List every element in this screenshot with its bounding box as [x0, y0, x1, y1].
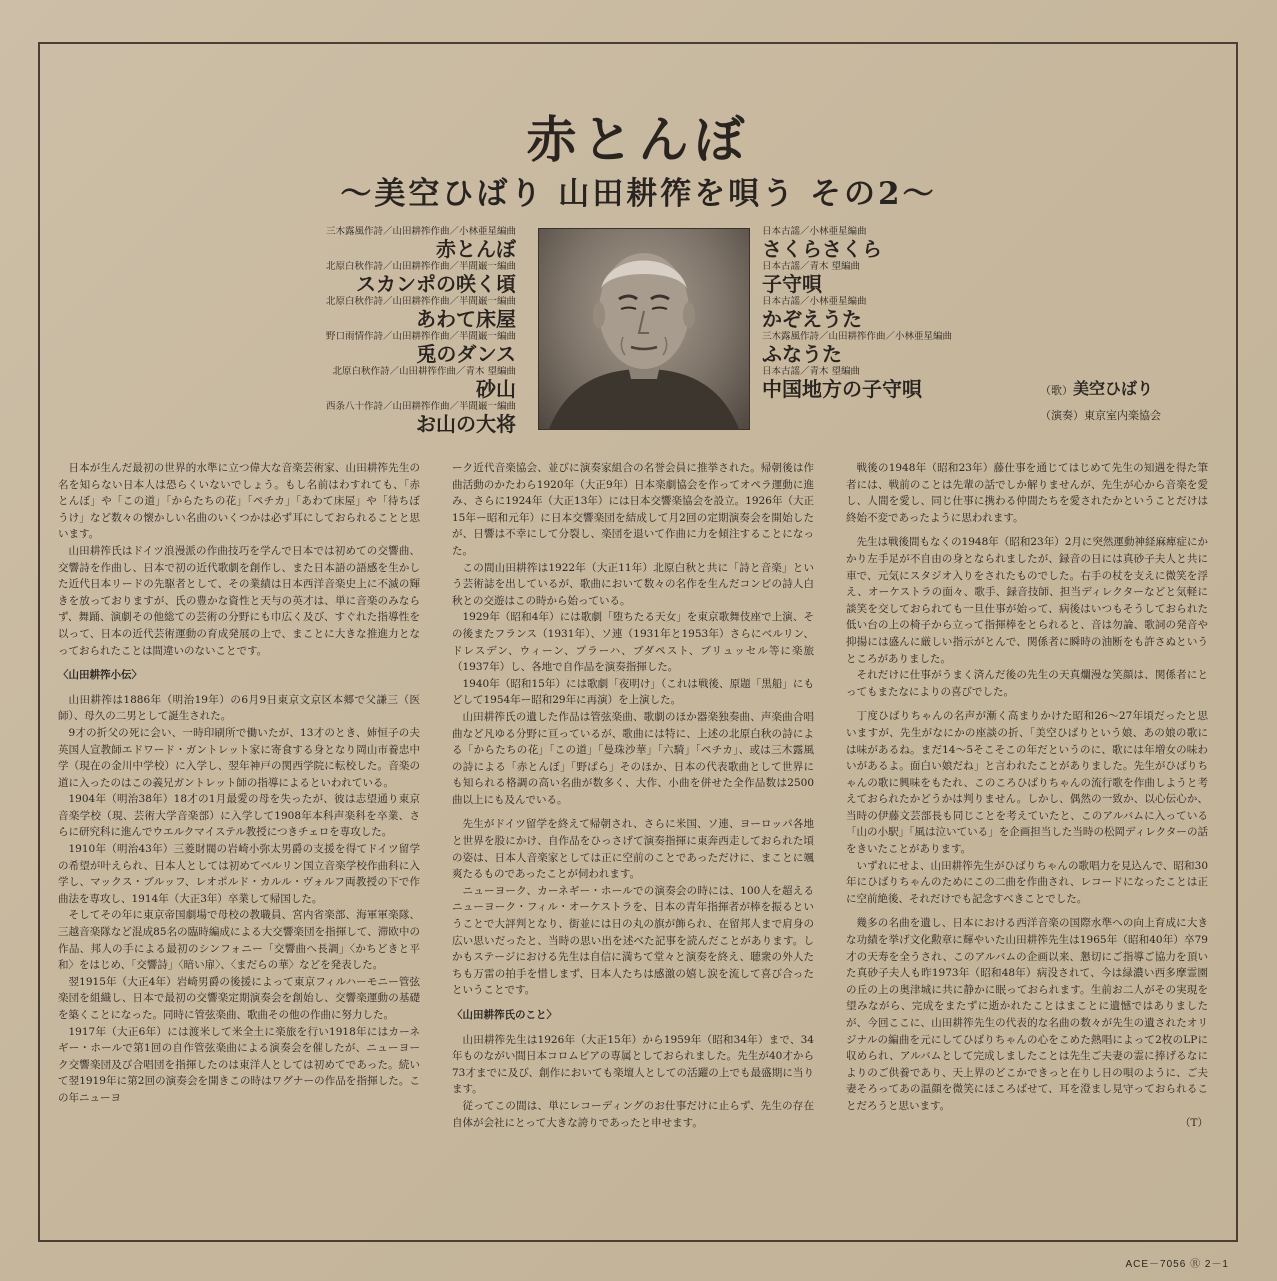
track-credit: 三木露風作詩／山田耕筰作曲／小林亜星編曲: [762, 331, 953, 342]
track-credit: 北原白秋作詩／山田耕筰作曲／青木 望編曲: [332, 366, 516, 377]
track-credit: 北原白秋作詩／山田耕筰作曲／半間巌一編曲: [325, 296, 516, 307]
track-title: あわて床屋: [416, 307, 516, 331]
ensemble-name: 東京室内楽協会: [1084, 409, 1161, 422]
paragraph: 1917年（大正6年）には渡米して米全土に楽旅を行い1918年にはカーネギー・ホールで第1回の自作管弦楽曲による演奏会を催したが、ニューヨーク交響楽団及び合唱団を指揮したのは東洋人としては初めてであった。続いて翌1919年に第2回の演奏会を開きこの時はワグナーの作品を指揮した。この年ニューヨ: [58, 1025, 420, 1104]
section-heading: 〈山田耕筰氏のこと〉: [452, 1009, 557, 1021]
track-credit: 日本古謡／小林亜星編曲: [762, 296, 867, 307]
track-title: 砂山: [476, 377, 516, 401]
paragraph: そしてその年に東京帝国劇場で母校の教職員、宮内省楽部、海軍軍楽隊、三越音楽隊など混成85名の臨時編成による大交響楽団を指揮して、滞欧中の作品、邦人の手による最初のシンフォニー「交響曲へ長調」〈かちどきと平和〉をはじめ、「交響詩」〈暗い扉〉、〈まだらの華〉などを発表した。: [58, 909, 420, 972]
track-credit: 日本古謡／小林亜星編曲: [762, 226, 867, 237]
spacer: [452, 808, 814, 816]
paragraph: ニューヨーク、カーネギー・ホールでの演奏会の時には、100人を超えるニューヨーク・フィル・オーケストラを、日本の青年指揮者が棒を振るということで大評判となり、街並には日の丸の旗が飾られ、在留邦人まで肩身の広い思いだったと、当時の思い出を述べた記事を読んだことがあります。しかもステージにおける先生は自信に満ちて堂々と演奏を終え、聴衆の外人たちも万雷の拍手を惜しまず、日本人たちは感激の嬉し涙を流して喜び合ったということです。: [452, 884, 814, 997]
singer-role: （歌）: [1040, 384, 1073, 397]
track-credit: 日本古謡／青木 望編曲: [762, 261, 861, 272]
track-item: [260, 331, 516, 366]
track-credit: 北原白秋作詩／山田耕筰作曲／半間巌一編曲: [325, 261, 516, 272]
track-title: お山の大将: [416, 412, 516, 436]
album-title: 赤とんぼ: [526, 110, 751, 169]
track-item: [260, 366, 516, 401]
portrait-figure: [539, 229, 749, 429]
performer-credits: [1040, 378, 1220, 430]
spacer: [846, 907, 1208, 915]
track-credit: 三木露風作詩／山田耕筰作曲／小林亜星編曲: [325, 226, 516, 237]
paragraph: 1904年（明治38年）18才の1月最愛の母を失ったが、彼は志望通り東京音楽学校（現、芸術大学音楽部）に入学して1908年本科声楽科を卒業、さらに研究科に進んでウエルクマイステル教授につきチェロを専攻した。: [58, 793, 420, 839]
track-item: [762, 366, 1002, 401]
paragraph: 1929年（昭和4年）には歌劇「堕ちたる天女」を東京歌舞伎座で上演、その後またフランス（1931年）、ソ連（1931年と1953年）さらにベルリン、ドレスデン、ウィーン、プラーハ、ブダペスト、ブリュッセル等に楽旅（1937年）し、各地で自作品を演奏指揮した。: [452, 611, 814, 674]
track-credit: 西条八十作詩／山田耕筰作曲／半間巌一編曲: [325, 401, 516, 412]
spacer: [846, 700, 1208, 708]
paragraph: 1910年（明治43年）三菱財閥の岩崎小弥太男爵の支援を得てドイツ留学の希望が叶えられ、日本人としては初めてベルリン国立音楽学校作曲科に入学し、マックス・ブルッフ、レオポルド・カルル・ヴォルフ両教授の下で作曲法を専攻し、1914年（大正3年）卒業して帰国した。: [58, 843, 420, 905]
liner-notes-column-1: [58, 460, 420, 1107]
track-credit: 野口雨情作詩／山田耕筰作曲／半間巌一編曲: [325, 331, 516, 342]
track-item: [762, 296, 1002, 331]
paragraph: 1940年（昭和15年）には歌劇「夜明け」（これは戦後、原題「黒船」にもどして1954年ー昭和29年に再演）を上演した。: [452, 677, 814, 707]
track-item: [762, 226, 1002, 261]
section-heading: 〈山田耕筰小伝〉: [58, 669, 142, 682]
track-title: ふなうた: [762, 342, 842, 366]
paragraph: 先生がドイツ留学を終えて帰朝され、さらに米国、ソ連、ヨーロッパ各地と世界を股にかけ、自作品をひっさげて演奏指揮に東奔西走しておられた頃の姿は、日本人音楽家としては正に空前のことであっただけに、まことに颯爽たるものであったことが伺われます。: [452, 818, 814, 881]
singer-credit: [1040, 378, 1220, 402]
singer-name: 美空ひばり: [1073, 379, 1154, 398]
track-title: 子守唄: [762, 272, 822, 296]
catalog-number: ACE－7056 Ⓡ 2－1: [1125, 1259, 1229, 1270]
paragraph: 山田耕筰氏はドイツ浪漫派の作曲技巧を学んで日本では初めての交響曲、交響詩を作曲し、日本で初の近代歌劇を創作し、また日本語の語感を生かした近代日本リードの先駆者として、その業績は日本西洋音楽史上に不滅の輝きを放っておりますが、氏の豊かな資性と天与の英才は、単に音楽のみならず、舞踊、演劇その他総ての芸術の分野にも巾広く及び、すぐれた指導性を以って、日本の近代芸術運動の育成発展の上で、まことに大きな推進力となっておられたことは間違いのないことです。: [58, 544, 420, 657]
author-signoff: （T）: [1179, 1116, 1208, 1129]
track-list-right: [762, 226, 1002, 401]
track-list-left: [260, 226, 516, 436]
paragraph: 従ってこの間は、単にレコーディングのお仕事だけに止らず、先生の存在自体が会社にとって大きな誇りであったと申せます。: [452, 1099, 814, 1129]
track-item: [260, 261, 516, 296]
album-subtitle: 〜美空ひばり 山田耕筰を唄う その2〜: [340, 176, 937, 212]
track-item: [260, 401, 516, 436]
track-title: 中国地方の子守唄: [762, 377, 922, 401]
paragraph: ーク近代音楽協会、並びに演奏家組合の名誉会員に推挙された。帰朝後は作曲活動のかたわら1920年（大正9年）日本楽劇協会を作ってオペラ運動に進み、さらに1924年（大正13年）には日本交響楽協会を設立。1926年（大正15年ー昭和元年）に日本交響楽団を結成して月2回の定期演奏会を開始したが、日響は不幸にして分裂し、楽団を退いて作曲に力を傾注することになった。: [452, 462, 814, 557]
track-item: [260, 226, 516, 261]
paragraph: 山田耕筰氏の遺した作品は管弦楽曲、歌劇のほか器楽独奏曲、声楽曲合唱曲など凡ゆる分野に亘っているが、歌曲には特に、上述の北原白秋の詩による「からたちの花」「この道」「曼珠沙華」「六騎」「ペチカ」、或は三木露風の詩による「赤とんぼ」「野ばら」そのほか、日本の代表歌曲として世界にも知られる格調の高い名曲が数多く、大作、小曲を併せた全作品数は2500曲以上にも及んでいる。: [452, 710, 814, 806]
paragraph: 9才の折父の死に会い、一時印刷所で働いたが、13才のとき、姉恒子の夫英国人宣教師エドワード・ガントレット家に寄食する身となり岡山市養忠中学（現在の金川中学校）に入学し、翌年神戸の関西学院に転校した。音楽の道に入ったのはこの義兄ガントレット師の指導によるといわれている。: [58, 726, 420, 789]
paragraph: 戦後の1948年（昭和23年）藤仕事を通じてはじめて先生の知遇を得た筆者には、戦前のことは先輩の話でしか解りませんが、先生が心から音楽を愛し、人間を愛し、同じ仕事に携わる仲間たちを愛されたかということだけは終始不変であったように思われます。: [846, 462, 1208, 524]
ensemble-role: （演奏）: [1040, 409, 1084, 422]
paragraph: 丁度ひばりちゃんの名声が漸く高まりかけた昭和26〜27年頃だったと思いますが、先生がなにかの座談の折、「美空ひばりという娘、あの娘の歌には味があるね。まだ14〜5そこそこの年だというのに、歌には年増女の味わいがあるよ。面白い娘だね」と言われたことがありました。先生がひばりちゃんの歌に興味をもたれ、このころひばりちゃんの流行歌を作曲しようと考えておられたかどうかは判りません。しかし、偶然の一致か、以心伝心か、当時の伊藤文芸部長も同じことを考えていたと、このアルバムに入っている「山の小駅」「風は泣いている」を企画担当した当時の松岡ディレクターの話をきいたことがあります。: [846, 710, 1208, 856]
paragraph: この間山田耕筰は1922年（大正11年）北原白秋と共に「詩と音楽」という芸術誌を出しているが、歌曲において数々の名作を生んだコンビの詩人白秋との交遊はこの時から始っている。: [452, 561, 814, 607]
track-item: [762, 331, 1002, 366]
paragraph: 山田耕筰先生は1926年（大正15年）から1959年（昭和34年）まで、34年ものながい間日本コロムビアの専属としておられました。先生が40才から73才までに及び、創作においても楽壇人としての活躍の上でも最盛期に当ります。: [452, 1033, 814, 1096]
paragraph: 日本が生んだ最初の世界的水準に立つ偉大な音楽芸術家、山田耕筰先生の名を知らない日本人は恐らくいないでしょう。もし名前はわすれても、「赤とんぼ」や「この道」「からたちの花」「ペチカ」「あわて床屋」や「待ちぼうけ」など数々の懐かしい名曲のいくつかは必ず耳にしておられることと思います。: [58, 462, 420, 541]
spacer: [846, 526, 1208, 534]
track-title: スカンポの咲く頃: [356, 272, 516, 296]
liner-notes-column-2: [452, 460, 814, 1131]
paragraph: 翌1915年（大正4年）岩崎男爵の後援によって東京フィルハーモニー管弦楽団を組織し、日本で最初の交響楽定期演奏会を創始し、交響楽運動の基礎を築くことになった。同時に管弦楽曲、歌曲その他の作曲に努力した。: [58, 975, 420, 1021]
track-title: 兎のダンス: [416, 342, 516, 366]
liner-notes-column-3: [846, 460, 1208, 1131]
track-title: かぞえうた: [762, 307, 862, 331]
track-item: [260, 296, 516, 331]
track-title: さくらさくら: [762, 237, 882, 261]
track-credit: 日本古謡／青木 望編曲: [762, 366, 861, 377]
paragraph: 先生は戦後間もなくの1948年（昭和23年）2月に突然運動神経麻痺症にかかり左手足が不自由の身となられましたが、録音の日には真砂子夫人と共に車で、元気にスタジオ入りをされたものでした。右手の杖を支えに微笑を浮え、オーケストラの面々、歌手、録音技師、担当ディレクターなどと気軽に談笑を交しておられても一旦仕事が始って、病後はいつもそうしておられた低い台の上の椅子から立って指揮棒をとられると、音は勿論、歌詞の発音や抑揚には盛んに厳しい指示がとんで、関係者に瞬時の油断をも許さぬというところがありました。: [846, 536, 1208, 665]
paragraph: 幾多の名曲を遺し、日本における西洋音楽の国際水準への向上育成に大きな功績を挙げ文化勲章に輝やいた山田耕筰先生は1965年（昭和40年）卒79才の天寿を全うされ、このアルバムの企画以来、懇切にご指導ご協力を頂いた真砂子夫人も昨1973年（昭和48年）病没されて、今は緑濃い西多摩霊園の丘の上の奥津城に共に静かに眠っておられます。生前お二人がその実現を望みながら、完成をまたずに逝かれたことはまことに遺憾ではありましたが、今回ここに、山田耕筰先生の代表的な名曲の数々が先生の遺されたオリジナルの編曲を元にしてひばりちゃんの心をこめた熱唱によって2枚のLPに収められ、アルバムとして完成しましたことは先生ご夫妻の霊に捧げるなによりのご供養であり、天上界のどこかできっと在りし日の唄のように、ご夫妻そろってあの温顔を微笑にほころばせて、耳を澄まし見守っておられることだろうと思います。: [846, 917, 1208, 1112]
track-title: 赤とんぼ: [436, 237, 516, 261]
paragraph: 山田耕筰は1886年（明治19年）の6月9日東京文京区本郷で父謙三（医師）、母久の二男として誕生された。: [58, 693, 420, 723]
ensemble-credit: [1040, 402, 1220, 430]
track-item: [762, 261, 1002, 296]
paragraph: それだけに仕事がうまく済んだ後の先生の天真爛漫な笑顔は、関係者にとってもまたなによりの喜びでした。: [846, 669, 1208, 698]
portrait-photo: [538, 228, 750, 430]
paragraph: いずれにせよ、山田耕筰先生がひばりちゃんの歌唱力を見込んで、昭和30年にひばりちゃんのためにこの二曲を作曲され、レコードになったことは正に空前絶後、それだけでも記念すべきことでした。: [846, 859, 1208, 905]
